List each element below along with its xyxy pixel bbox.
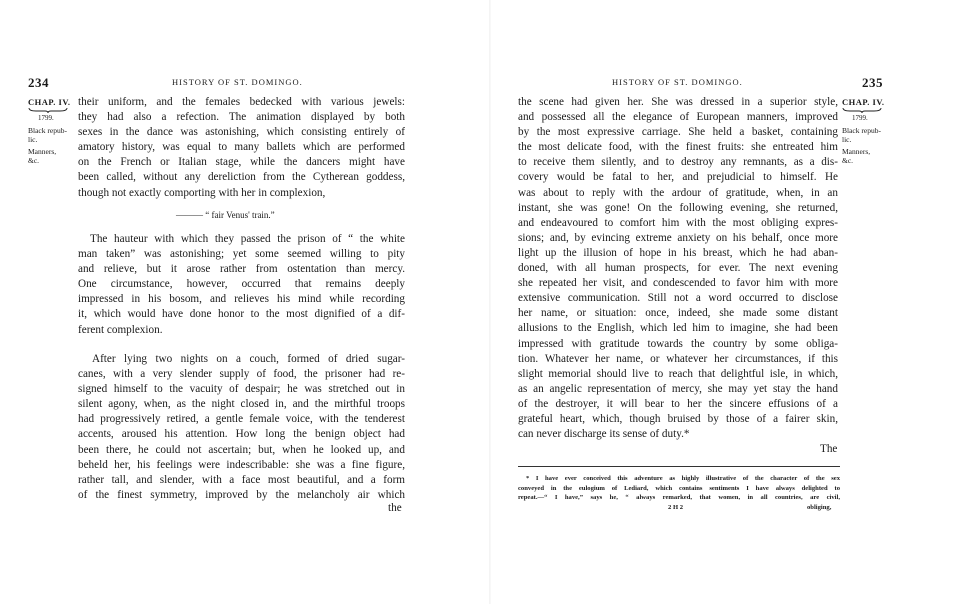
text-line: One circumstance, however, occurred that remains deeply <box>78 278 405 291</box>
text-line: and endeavoured to comfort him with the most obliging expres- <box>518 216 838 229</box>
brace-icon <box>28 107 68 113</box>
brace-icon <box>842 107 882 113</box>
text-line: man taken” was astonishing; yet some seemed willing to pity <box>78 248 405 261</box>
margin-year-right: 1799. <box>852 114 868 122</box>
text-line: though not exactly comporting with her in complexion, <box>78 186 326 199</box>
verse-quote: ——— “ fair Venus' train.” <box>176 210 275 220</box>
footnote-rule <box>518 466 840 467</box>
text-line: canes, with a very slender supply of food, the prisoner had re- <box>78 368 405 381</box>
paragraph-1 <box>78 95 405 201</box>
text-line: and relieve, but it arose rather from ostentation than mercy. <box>78 263 405 276</box>
margin-chapter-left: CHAP. IV. <box>28 97 71 107</box>
text-line: her name, or situation: once, indeed, she made some distant <box>518 307 838 320</box>
footnote-line: repeat.—“ I have,” says he, “ always remarked, that women, in all countries, are civil, <box>518 494 840 502</box>
right-page <box>490 0 980 604</box>
text-line: on the French or Italian stage, while the dancers might have <box>78 156 405 169</box>
text-line: doned, with all human prospects, for ever. The next evening <box>518 262 838 275</box>
running-head-left: HISTORY OF ST. DOMINGO. <box>172 77 303 87</box>
text-line: slight memorial should live to reach that delightful isle, in which, <box>518 367 838 380</box>
text-line: the most delicate food, with the finest fruits: she entreated him <box>518 141 838 154</box>
text-line: been called, without any dereliction from the Cytherean goddess, <box>78 171 405 184</box>
margin-line: Black repub- <box>28 126 67 135</box>
margin-line: &c. <box>28 156 40 165</box>
text-line: their uniform, and the females bedecked with various jewels: <box>78 96 405 108</box>
text-line: light up the illusion of hope in his breast, which he had aban- <box>518 246 838 259</box>
margin-line: lic. <box>28 135 38 144</box>
text-line: by the most expressive carriage. She held a basket, containing <box>518 126 838 139</box>
text-line: of the finest symmetry, improved by the melancholy air which <box>78 488 405 501</box>
text-line: After lying two nights on a couch, formed of dried sugar- <box>92 353 405 365</box>
margin-line: Manners, <box>842 147 871 156</box>
paragraph-2 <box>78 232 405 338</box>
text-line: tion. Whatever her name, or whatever her circumstances, if this <box>518 352 838 365</box>
text-line: extensive communication. Still not a word occurred to disclose <box>518 292 838 305</box>
text-line: been there, he could not ascertain; but, when he looked up, and <box>78 443 405 456</box>
text-line: they had also a refection. The animation displayed by both <box>78 111 405 124</box>
text-line: and possessed all the elegance of European manners, improved <box>518 111 838 124</box>
text-line: of the destroyer, it will bear to her the sincere effusions of a <box>518 397 838 410</box>
text-line: instant, she was gone! On the following evening, she returned, <box>518 201 838 214</box>
catchword-left: the <box>388 502 402 514</box>
text-line: rather tall, and slender, with a face most beautiful, and a form <box>78 473 405 486</box>
margin-note-left <box>28 98 72 165</box>
text-line: covery would be fatal to her, and prejudicial to himself. He <box>518 171 838 184</box>
margin-year-left: 1799. <box>38 114 54 122</box>
page-number-left: 234 <box>28 75 49 90</box>
text-line: it, which would have done honor to the most dignified of a dif- <box>78 308 405 321</box>
paragraph-3 <box>78 352 405 503</box>
margin-line: Manners, <box>28 147 57 156</box>
footnote-line: * I have ever conceived this adventure as highly illustrative of the character of the sex <box>526 475 840 482</box>
text-line: had progressively retired, a gentle female voice, with the tenderest <box>78 413 405 426</box>
text-line: to receive them silently, and to destroy any remnants, as a dis- <box>518 156 838 169</box>
text-line: impressed in his bosom, and relieves his mind while recording <box>78 293 405 306</box>
footnote-catchword: obliging, <box>807 504 832 511</box>
margin-chapter-right: CHAP. IV. <box>842 97 885 107</box>
text-line: sexes in the dance was astonishing, which consisting entirely of <box>78 126 405 139</box>
page-number-right: 235 <box>862 75 883 90</box>
text-line: signed himself to the vacuity of despair; he was stretched out in <box>78 383 405 396</box>
running-head-right: HISTORY OF ST. DOMINGO. <box>612 77 743 87</box>
text-line: impressed with gratitude towards the country by some obliga- <box>518 337 838 350</box>
signature-mark: 2 H 2 <box>668 504 684 511</box>
text-line: grateful heart, which, though bruised by those of a fairer skin, <box>518 412 838 425</box>
text-line: accents, aroused his attention. How long the benign object had <box>78 428 405 441</box>
footnote-line: conveyed in the eulogium of Lediard, which contains sentiments I have always delighted to <box>518 484 840 492</box>
text-line: allusions to the English, which led him to imagine, she had been <box>518 322 838 335</box>
text-line: amatory history, was equal to many ballets which are performed <box>78 141 405 154</box>
text-line: the scene had given her. She was dressed in a superior style, <box>518 96 838 108</box>
text-line: can never discharge its sense of duty.* <box>518 428 690 441</box>
text-line: was about to reply with the ardour of gratitude, when, in an <box>518 186 838 199</box>
paragraph-continued <box>518 95 838 442</box>
text-line: sions; and, by evincing extreme anxiety on his behalf, once more <box>518 231 838 244</box>
text-line: ferent complexion. <box>78 323 163 336</box>
catchword-right: The <box>820 443 838 455</box>
text-line: as an angelic representation of mercy, she may yet stay the hand <box>518 382 838 395</box>
footnote <box>518 474 840 503</box>
text-line: silent agony, when, as the night closed in, and the mirthful troops <box>78 398 405 411</box>
margin-line: Black repub- <box>842 126 881 135</box>
margin-line: &c. <box>842 156 854 165</box>
text-line: beheld her, his feelings were indescribable: she was a fine figure, <box>78 458 405 471</box>
text-line: The hauteur with which they passed the prison of “ the white <box>90 233 405 245</box>
text-line: she repeated her visit, and condescended to favor him with more <box>518 277 838 290</box>
margin-line: lic. <box>842 135 852 144</box>
margin-note-right <box>842 98 888 165</box>
